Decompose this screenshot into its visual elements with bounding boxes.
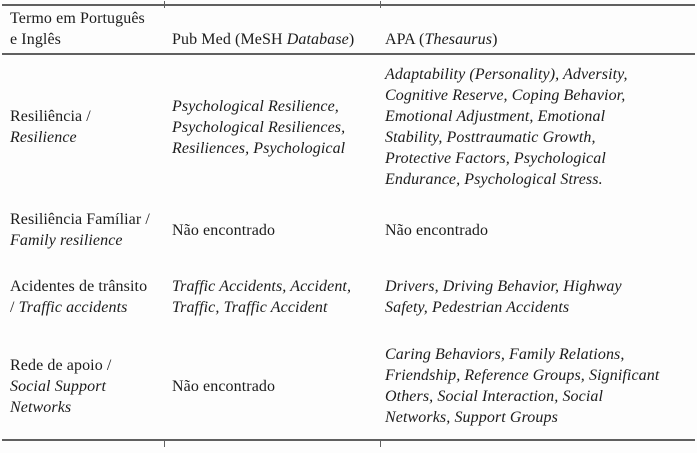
- header-row: [2, 5, 695, 54]
- cell-apa: Não encontrado: [385, 221, 489, 239]
- cell-term: Rede de apoio / Social Support Networks: [10, 356, 112, 416]
- table-row: [2, 333, 695, 440]
- header-cell-pubmed: [164, 5, 380, 54]
- header-term-line2: e Inglês: [10, 31, 62, 48]
- cell-term: Resiliência / Resilience: [10, 108, 91, 146]
- header-cell-apa: [380, 5, 695, 54]
- cell-pubmed: Não encontrado: [172, 221, 276, 239]
- table-row: [2, 199, 695, 261]
- cell-apa: Drivers, Driving Behavior, Highway Safety, Pedestrian Accidents: [385, 278, 622, 316]
- table-row: [2, 261, 695, 333]
- cell-apa: Caring Behaviors, Family Relations, Friendship, Reference Groups, Significant Others, Social Interaction, Social Networks, Support Groups: [385, 346, 660, 426]
- cell-pubmed: Psychological Resilience, Psychological Resiliences, Resiliences, Psychological: [172, 97, 346, 157]
- header-cell-term: [2, 5, 164, 54]
- cell-apa: Adaptability (Personality), Adversity, Cognitive Reserve, Coping Behavior, Emotional Adjustment, Emotional Stability, Posttraumatic Growth, Protective Factors, Psychological Endurance, Psychological Stress.: [385, 66, 628, 188]
- cell-pubmed: Não encontrado: [172, 377, 276, 395]
- header-apa-label: APA (Thesaurus): [385, 31, 498, 48]
- column-divider-tick: [164, 440, 165, 447]
- table-row: [2, 54, 695, 199]
- cell-pubmed: Traffic Accidents, Accident, Traffic, Traffic Accident: [172, 278, 352, 316]
- term-second-line: / Traffic accidents: [10, 299, 128, 316]
- header-term-line1: Termo em Português: [10, 10, 145, 27]
- column-divider-tick: [380, 1, 381, 8]
- cell-term: Resiliência Famíliar / Family resilience: [10, 211, 150, 249]
- column-divider-tick: [164, 1, 165, 8]
- search-terms-table: [2, 4, 695, 441]
- column-divider-tick: [380, 440, 381, 447]
- header-pubmed-label: Pub Med (MeSH Database): [172, 31, 355, 48]
- cell-term: Acidentes de trânsito / Traffic accidents: [2, 261, 164, 333]
